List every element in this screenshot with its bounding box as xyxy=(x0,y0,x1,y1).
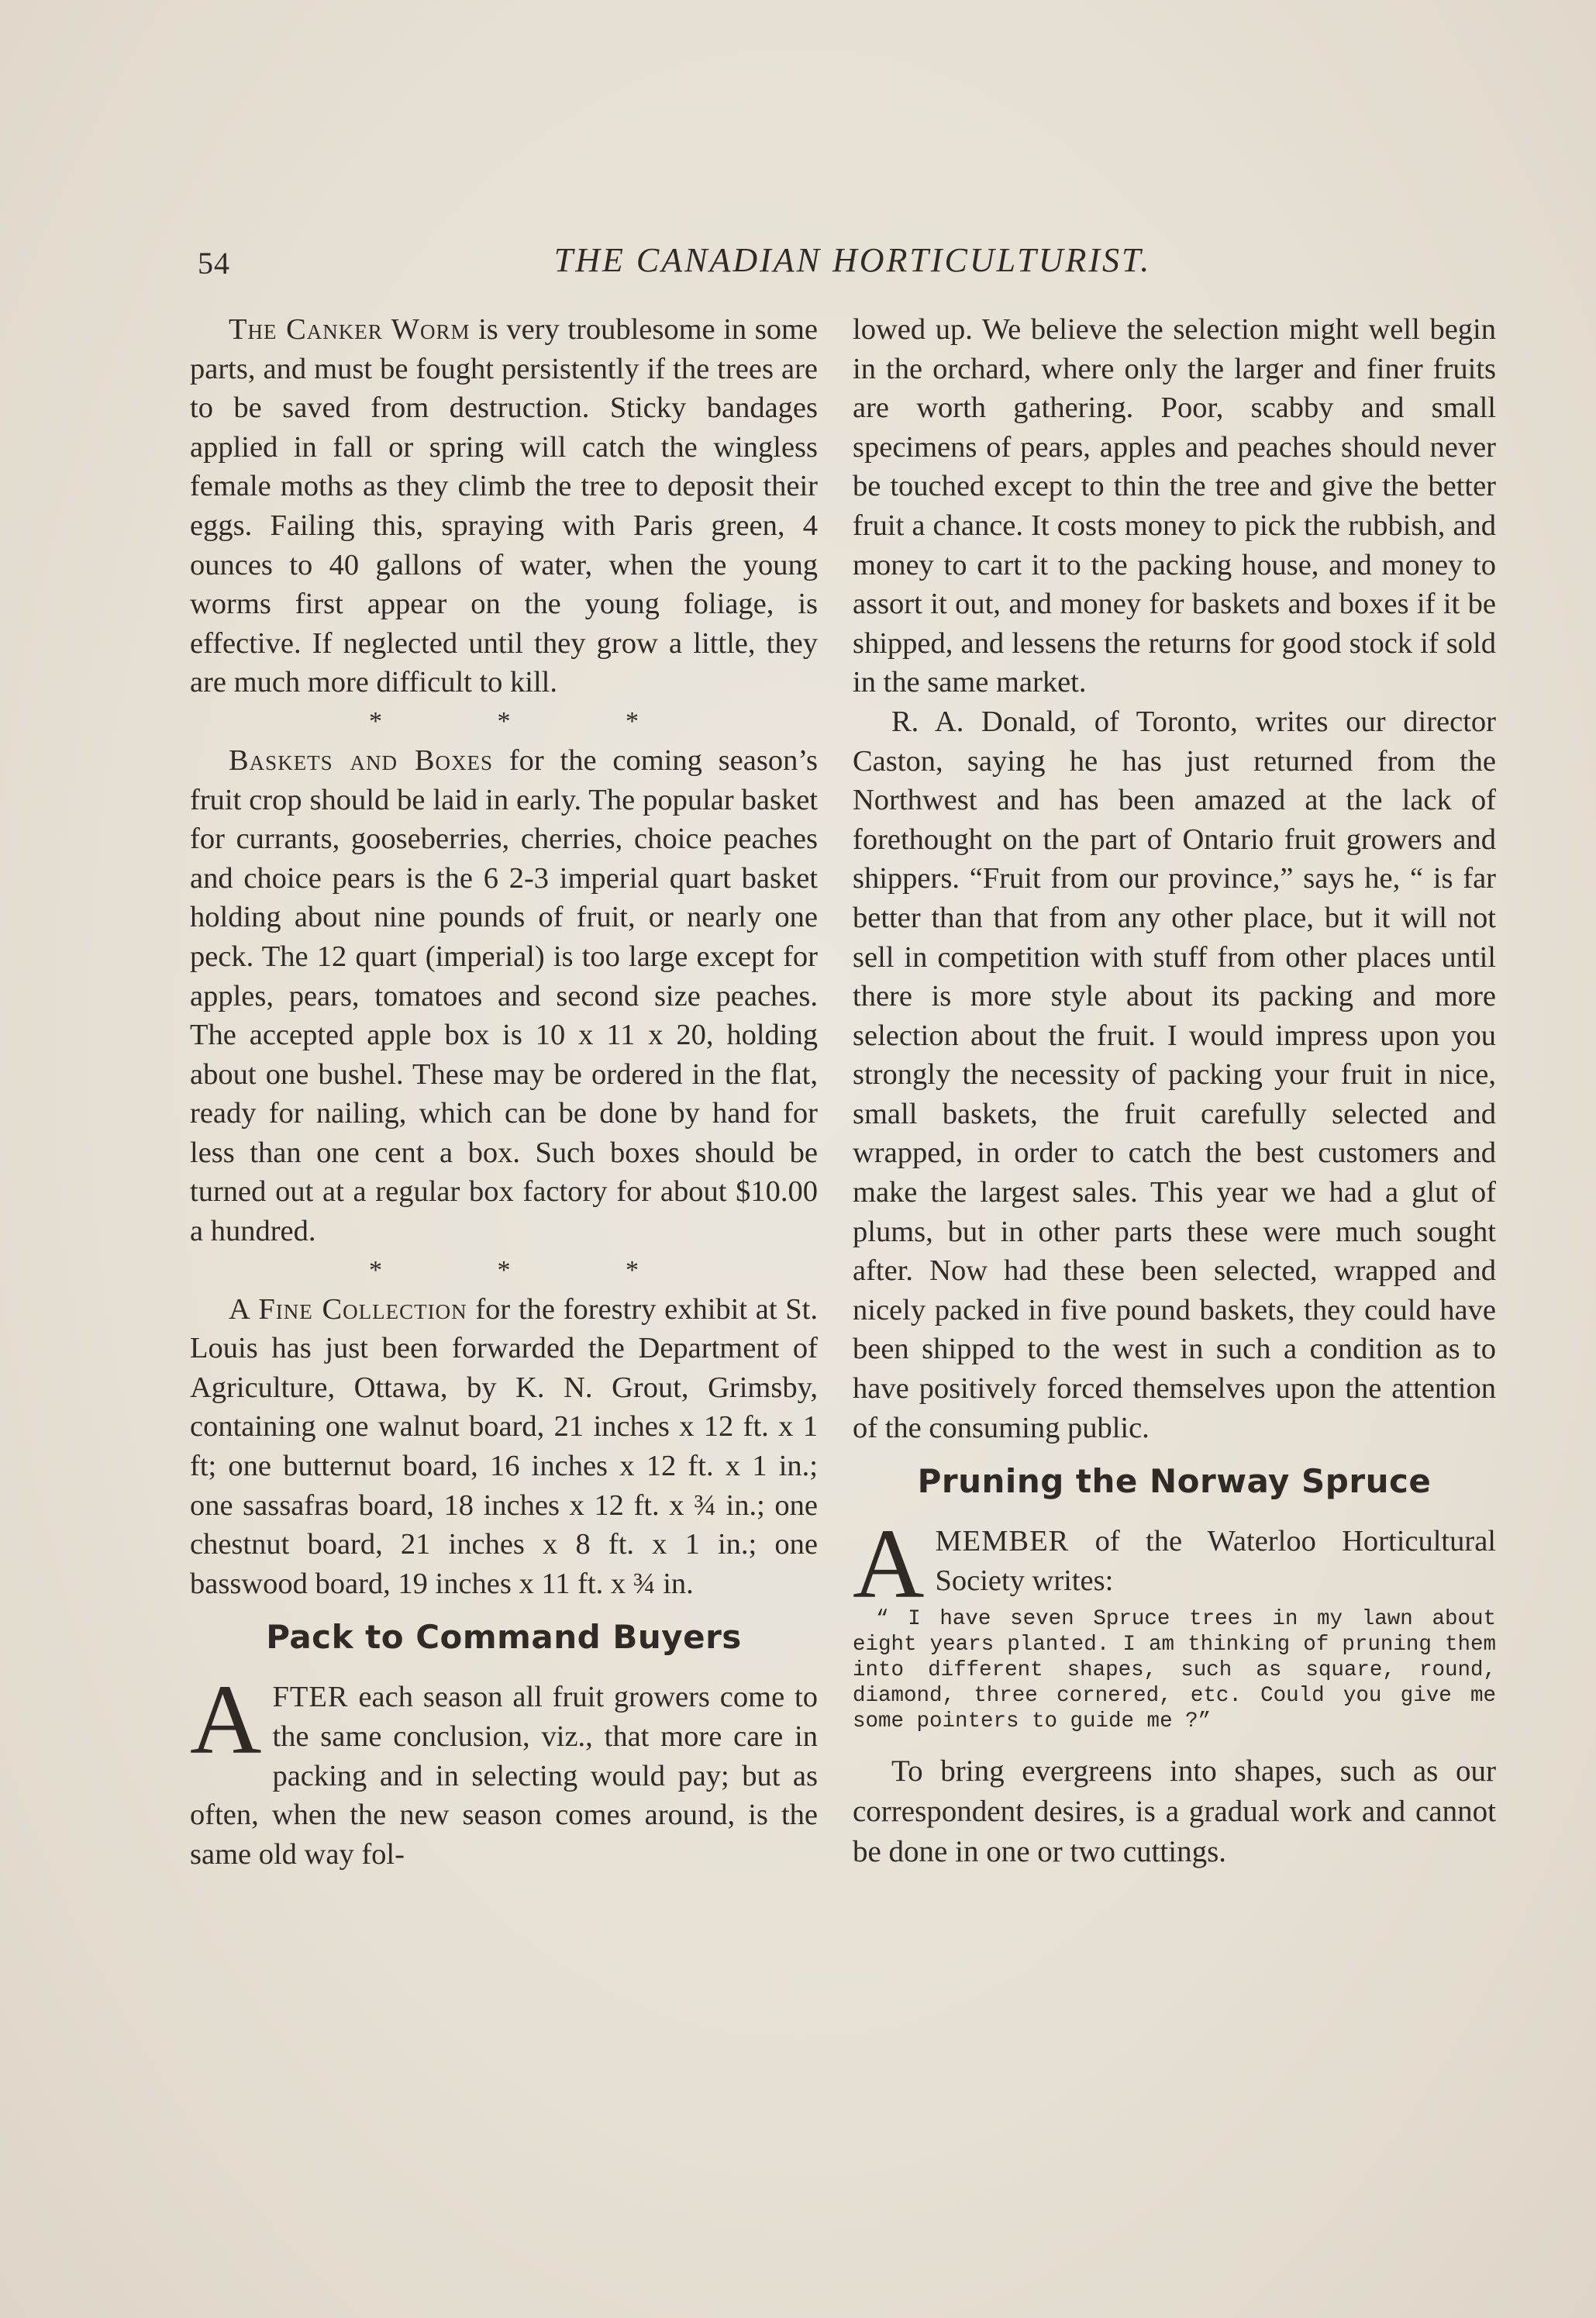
pack-continued-paragraph: lowed up. We believe the selection might well begin in the orchard, where only the larger and finer fruits are worth gathering. Poor, scabby and small specimens of pears, apples and peaches should never be touched except to thin the tree and give the better fruit a chance. It costs money to pick the rubbish, and money to cart it to the packing house, and money to assort it out, and money for baskets and boxes if it be shipped, and lessens the returns for good stock if sold in the same market. xyxy=(853,313,1496,699)
journal-title: THE CANADIAN HORTICULTURIST. xyxy=(553,241,1152,279)
pack-dropcap: A xyxy=(190,1664,262,1775)
pack-paragraph xyxy=(190,1664,818,1874)
spruce-intro-paragraph xyxy=(853,1509,1496,1619)
collection-paragraph xyxy=(190,1290,818,1604)
canker-worm-paragraph xyxy=(190,310,818,702)
page-number: 54 xyxy=(198,246,230,281)
pack-heading: Pack to Command Buyers xyxy=(266,1618,742,1657)
baskets-paragraph xyxy=(190,741,818,1251)
baskets-lead: Baskets and Boxes xyxy=(229,743,494,777)
collection-text: for the forestry exhibit at St. Louis has just been forwarded the Department of Agriculture, Ottawa, by K. N. Grout, Grimsby, containing one walnut board, 21 inches x 12 ft. x 1 ft; one butternut board, 16 inches x 12 ft. x 1 in.; one sassafras board, 18 inches x 12 ft. x ¾ in.; one chestnut board, 21 inches x 8 ft. x 1 in.; one basswood board, 19 inches x 11 ft. x ¾ in. xyxy=(190,1292,818,1600)
page-header xyxy=(198,240,1508,287)
section-separator: * * * xyxy=(369,706,693,736)
spruce-intro-text: of the Waterloo Horticultural Society writes: xyxy=(935,1525,1496,1597)
spruce-intro-lead: MEMBER xyxy=(935,1525,1070,1558)
canker-worm-lead: The Canker Worm xyxy=(229,313,471,346)
pack-text: each season all fruit growers come to the same conclusion, viz., that more care in packing and in selecting would pay; but as often, when the new season comes around, is the same old way fol- xyxy=(190,1681,818,1871)
baskets-text: for the coming season’s fruit crop should be laid in early. The popular basket for currants, gooseberries, cherries, choice peaches and choice pears is the 6 2-3 imperial quart basket holding about nine pounds of fruit, or nearly one peck. The 12 quart (imperial) is too large except for apples, pears, tomatoes and second size peaches. The accepted apple box is 10 x 11 x 20, holding about one bushel. These may be ordered in the flat, ready for nailing, which can be done by hand for less than one cent a box. Such boxes should be turned out at a regular box factory for about $10.00 a hundred. xyxy=(190,743,819,1248)
right-column xyxy=(853,310,1496,1872)
spruce-reply-paragraph: To bring evergreens into shapes, such as our correspondent desires, is a gradual work and cannot be done in one or two cuttings. xyxy=(853,1754,1496,1869)
left-column xyxy=(190,310,818,1874)
section-separator: * * * xyxy=(369,1255,693,1285)
spruce-dropcap: A xyxy=(853,1509,925,1619)
collection-lead: A Fine Collection xyxy=(229,1292,467,1326)
pack-lead: FTER xyxy=(272,1681,349,1714)
spruce-quote: “ I have seven Spruce trees in my lawn about eight years planted. I am thinking of pruning them into different shapes, such as square, round, diamond, three cornered, etc. Could you give me some pointers to guide me ?” xyxy=(853,1607,1496,1734)
canker-worm-text: is very troublesome in some parts, and must be fought persistently if the trees are to be saved from destruction. Sticky bandages applied in fall or spring will catch the wingless female moths as they climb the tree to deposit their eggs. Failing this, spraying with Paris green, 4 ounces to 40 gallons of water, when the young worms first appear on the young foliage, is effective. If neglected until they grow a little, they are much more difficult to kill. xyxy=(190,313,819,699)
donald-paragraph: R. A. Donald, of Toronto, writes our director Caston, saying he has just returned from the Northwest and has been amazed at the lack of forethought on the part of Ontario fruit growers and shippers. “Fruit from our province,” says he, “ is far better than that from any other place, but it will not sell in competition with stuff from other places until there is more style about its packing and more selection about the fruit. I would impress upon you strongly the necessity of packing your fruit in nice, small baskets, the fruit carefully selected and wrapped, in order to catch the best customers and make the largest sales. This year we had a glut of plums, but in other parts these were much sought after. Now had these been selected, wrapped and nicely packed in five pound baskets, they could have been shipped to the west in such a condition as to have positively forced themselves upon the attention of the consuming public. xyxy=(853,705,1496,1444)
spruce-heading: Pruning the Norway Spruce xyxy=(917,1462,1432,1501)
